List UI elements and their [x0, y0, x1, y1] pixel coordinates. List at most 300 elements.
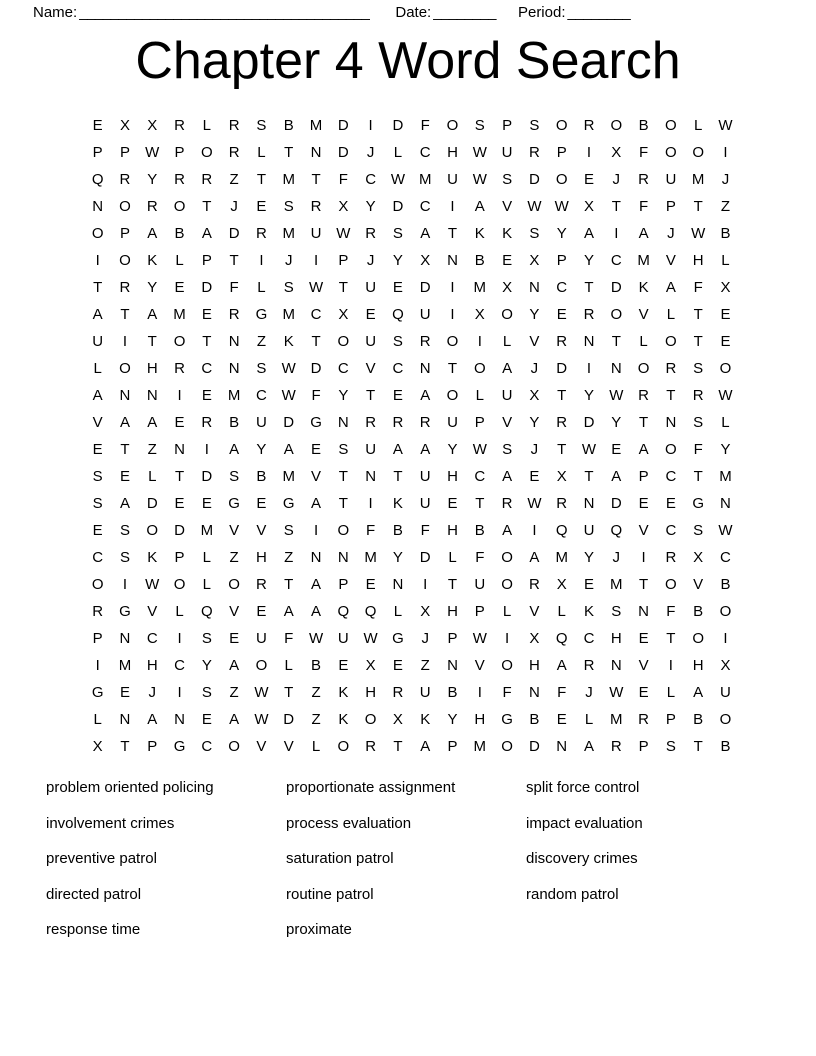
grid-cell[interactable]: T [475, 495, 485, 512]
grid-cell[interactable]: A [420, 441, 431, 458]
grid-cell[interactable]: V [283, 738, 294, 755]
grid-cell[interactable]: O [665, 144, 677, 161]
grid-cell[interactable]: L [666, 306, 676, 323]
grid-cell[interactable]: S [502, 171, 513, 188]
grid-cell[interactable]: D [283, 711, 295, 728]
grid-cell[interactable]: C [146, 630, 158, 647]
grid-cell[interactable]: L [202, 576, 211, 593]
grid-cell[interactable]: G [91, 684, 104, 701]
grid-cell[interactable]: R [583, 657, 595, 674]
grid-cell[interactable]: O [719, 360, 732, 377]
grid-cell[interactable]: W [609, 387, 624, 404]
grid-cell[interactable]: Y [583, 252, 594, 269]
grid-cell[interactable]: Y [529, 306, 540, 323]
grid-cell[interactable]: V [502, 414, 513, 431]
grid-cell[interactable]: E [392, 387, 403, 404]
grid-cell[interactable]: I [368, 495, 373, 512]
grid-cell[interactable]: W [254, 684, 269, 701]
grid-cell[interactable]: T [120, 441, 130, 458]
grid-cell[interactable]: T [256, 171, 267, 188]
grid-cell[interactable]: W [308, 279, 324, 296]
grid-cell[interactable]: N [610, 657, 622, 674]
grid-cell[interactable]: R [201, 171, 213, 188]
grid-cell[interactable]: W [718, 387, 733, 404]
grid-cell[interactable]: U [583, 522, 595, 539]
grid-cell[interactable]: N [556, 738, 568, 755]
grid-cell[interactable]: C [556, 279, 568, 296]
grid-cell[interactable]: N [119, 630, 131, 647]
grid-cell[interactable]: T [611, 333, 621, 350]
grid-cell[interactable]: H [474, 711, 486, 728]
grid-cell[interactable]: C [474, 468, 486, 485]
grid-cell[interactable]: Y [147, 279, 158, 296]
grid-cell[interactable]: E [256, 198, 267, 215]
grid-cell[interactable]: B [311, 657, 322, 674]
grid-cell[interactable]: A [229, 441, 240, 458]
grid-cell[interactable]: Y [447, 711, 458, 728]
grid-cell[interactable]: H [365, 684, 377, 701]
grid-cell[interactable]: R [665, 549, 677, 566]
grid-cell[interactable]: C [665, 468, 677, 485]
grid-cell[interactable]: V [529, 603, 540, 620]
grid-cell[interactable]: J [148, 684, 156, 701]
grid-cell[interactable]: F [366, 522, 376, 539]
grid-cell[interactable]: A [119, 495, 130, 512]
grid-cell[interactable]: Q [91, 171, 104, 188]
grid-cell[interactable]: A [502, 468, 513, 485]
grid-cell[interactable]: Z [256, 333, 267, 350]
grid-cell[interactable]: T [666, 387, 676, 404]
grid-cell[interactable]: N [228, 360, 240, 377]
grid-cell[interactable]: L [502, 333, 512, 350]
grid-cell[interactable]: P [201, 252, 212, 269]
grid-cell[interactable]: X [720, 657, 731, 674]
grid-cell[interactable]: U [365, 279, 377, 296]
grid-cell[interactable]: E [556, 306, 567, 323]
grid-cell[interactable]: S [338, 441, 349, 458]
grid-cell[interactable]: T [229, 252, 239, 269]
grid-cell[interactable]: B [720, 225, 731, 242]
grid-cell[interactable]: X [556, 576, 567, 593]
grid-cell[interactable]: N [310, 144, 322, 161]
grid-cell[interactable]: Y [338, 387, 349, 404]
grid-cell[interactable]: W [308, 630, 324, 647]
grid-cell[interactable]: H [447, 603, 458, 620]
grid-cell[interactable]: O [665, 333, 677, 350]
grid-cell[interactable]: E [556, 711, 567, 728]
grid-cell[interactable]: Q [364, 603, 377, 620]
grid-cell[interactable]: T [693, 468, 703, 485]
grid-cell[interactable]: T [393, 738, 403, 755]
grid-cell[interactable]: A [420, 387, 431, 404]
grid-cell[interactable]: C [174, 657, 185, 674]
word-list-item[interactable]: directed patrol [46, 885, 142, 903]
grid-cell[interactable]: M [418, 171, 432, 188]
grid-cell[interactable]: B [638, 117, 649, 134]
grid-cell[interactable]: T [584, 279, 594, 296]
grid-cell[interactable]: M [637, 252, 650, 269]
grid-cell[interactable]: W [390, 171, 405, 188]
grid-cell[interactable]: A [392, 441, 403, 458]
grid-cell[interactable]: I [313, 522, 319, 539]
grid-cell[interactable]: P [474, 414, 485, 431]
grid-cell[interactable]: V [502, 198, 513, 215]
word-list-item[interactable]: discovery crimes [526, 850, 638, 867]
grid-cell[interactable]: V [365, 360, 376, 377]
word-list-item[interactable]: saturation patrol [286, 850, 394, 867]
grid-cell[interactable]: N [583, 495, 595, 512]
grid-cell[interactable]: W [281, 360, 296, 377]
grid-cell[interactable]: D [419, 279, 431, 296]
grid-cell[interactable]: U [256, 414, 267, 431]
grid-cell[interactable]: C [583, 630, 595, 647]
grid-cell[interactable]: W [609, 684, 624, 701]
grid-cell[interactable]: D [610, 495, 622, 512]
grid-cell[interactable]: L [202, 549, 211, 566]
grid-cell[interactable]: U [365, 333, 377, 350]
grid-cell[interactable]: N [720, 495, 731, 512]
grid-cell[interactable]: E [447, 495, 458, 512]
grid-cell[interactable]: W [581, 441, 597, 458]
grid-cell[interactable]: R [528, 576, 540, 593]
grid-cell[interactable]: E [392, 657, 403, 674]
grid-cell[interactable]: I [641, 549, 646, 566]
grid-cell[interactable]: G [692, 495, 705, 512]
grid-cell[interactable]: D [310, 360, 322, 377]
grid-cell[interactable]: I [259, 252, 264, 269]
grid-cell[interactable]: J [667, 225, 675, 242]
grid-cell[interactable]: M [610, 576, 623, 593]
grid-cell[interactable]: T [666, 630, 676, 647]
grid-cell[interactable]: L [557, 603, 566, 620]
grid-cell[interactable]: A [92, 306, 103, 323]
grid-cell[interactable]: O [719, 603, 732, 620]
grid-cell[interactable]: I [450, 198, 455, 215]
grid-cell[interactable]: T [338, 468, 348, 485]
grid-cell[interactable]: G [392, 630, 404, 647]
grid-cell[interactable]: O [501, 738, 513, 755]
grid-cell[interactable]: O [501, 657, 513, 674]
grid-cell[interactable]: W [691, 225, 706, 242]
grid-cell[interactable]: E [638, 684, 649, 701]
grid-cell[interactable]: L [448, 549, 457, 566]
grid-cell[interactable]: X [583, 198, 594, 215]
grid-cell[interactable]: M [610, 711, 623, 728]
grid-cell[interactable]: D [528, 738, 540, 755]
grid-cell[interactable]: L [393, 144, 403, 161]
grid-cell[interactable]: U [419, 684, 431, 701]
grid-cell[interactable]: Z [147, 441, 157, 458]
grid-cell[interactable]: R [174, 171, 185, 188]
word-list-item[interactable]: proximate [286, 921, 352, 938]
grid-cell[interactable]: R [638, 171, 649, 188]
grid-cell[interactable]: U [310, 225, 322, 242]
grid-cell[interactable]: A [474, 198, 485, 215]
grid-cell[interactable]: D [610, 279, 622, 296]
grid-cell[interactable]: N [92, 198, 104, 215]
grid-cell[interactable]: M [309, 117, 323, 134]
grid-cell[interactable]: T [447, 360, 458, 377]
grid-cell[interactable]: O [337, 522, 350, 539]
grid-cell[interactable]: I [177, 684, 182, 701]
grid-cell[interactable]: R [419, 414, 431, 431]
grid-cell[interactable]: L [284, 657, 293, 674]
grid-cell[interactable]: U [337, 630, 349, 647]
grid-cell[interactable]: T [284, 576, 294, 593]
grid-cell[interactable]: P [502, 117, 513, 134]
grid-cell[interactable]: A [119, 414, 130, 431]
grid-cell[interactable]: P [665, 711, 676, 728]
grid-cell[interactable]: A [283, 603, 294, 620]
grid-cell[interactable]: C [310, 306, 322, 323]
grid-cell[interactable]: W [472, 144, 487, 161]
grid-cell[interactable]: W [527, 495, 542, 512]
grid-cell[interactable]: L [475, 387, 484, 404]
grid-cell[interactable]: S [119, 549, 130, 566]
grid-cell[interactable]: K [583, 603, 594, 620]
grid-cell[interactable]: X [720, 279, 731, 296]
grid-cell[interactable]: R [638, 387, 649, 404]
grid-cell[interactable]: R [228, 144, 240, 161]
grid-cell[interactable]: U [720, 684, 731, 701]
grid-cell[interactable]: E [174, 414, 185, 431]
grid-cell[interactable]: U [419, 495, 431, 512]
grid-cell[interactable]: D [201, 468, 213, 485]
grid-cell[interactable]: I [122, 576, 128, 593]
grid-cell[interactable]: V [147, 603, 158, 620]
grid-cell[interactable]: M [118, 657, 132, 674]
grid-cell[interactable]: F [420, 117, 430, 134]
grid-cell[interactable]: X [147, 117, 158, 134]
grid-cell[interactable]: T [311, 171, 321, 188]
grid-cell[interactable]: T [393, 468, 403, 485]
grid-cell[interactable]: T [693, 306, 703, 323]
grid-cell[interactable]: S [92, 468, 103, 485]
grid-cell[interactable]: R [310, 198, 322, 215]
grid-cell[interactable]: U [501, 387, 513, 404]
grid-cell[interactable]: P [638, 738, 649, 755]
grid-cell[interactable]: Q [337, 603, 350, 620]
grid-cell[interactable]: V [474, 657, 485, 674]
grid-cell[interactable]: I [423, 576, 428, 593]
grid-cell[interactable]: Z [311, 684, 321, 701]
grid-cell[interactable]: Y [583, 549, 594, 566]
grid-cell[interactable]: C [665, 522, 677, 539]
grid-cell[interactable]: Y [147, 171, 158, 188]
grid-cell[interactable]: P [119, 144, 130, 161]
grid-cell[interactable]: N [528, 684, 540, 701]
grid-cell[interactable]: S [119, 522, 130, 539]
grid-cell[interactable]: W [718, 117, 733, 134]
grid-cell[interactable]: O [665, 441, 677, 458]
grid-cell[interactable]: A [638, 225, 649, 242]
grid-cell[interactable]: E [92, 441, 103, 458]
grid-cell[interactable]: T [693, 198, 703, 215]
grid-cell[interactable]: N [447, 252, 458, 269]
grid-cell[interactable]: O [228, 738, 240, 755]
grid-cell[interactable]: H [447, 144, 458, 161]
grid-cell[interactable]: R [528, 144, 540, 161]
grid-cell[interactable]: Y [392, 252, 403, 269]
grid-cell[interactable]: F [639, 198, 649, 215]
grid-cell[interactable]: G [228, 495, 240, 512]
grid-cell[interactable]: L [311, 738, 321, 755]
grid-cell[interactable]: W [254, 711, 269, 728]
grid-cell[interactable]: W [472, 441, 487, 458]
grid-cell[interactable]: X [474, 306, 485, 323]
grid-cell[interactable]: A [147, 225, 158, 242]
grid-cell[interactable]: R [256, 225, 267, 242]
grid-cell[interactable]: E [119, 468, 130, 485]
grid-cell[interactable]: U [501, 144, 513, 161]
grid-cell[interactable]: B [174, 225, 185, 242]
grid-cell[interactable]: W [527, 198, 542, 215]
grid-cell[interactable]: I [477, 684, 482, 701]
word-list-item[interactable]: problem oriented policing [46, 779, 214, 796]
grid-cell[interactable]: W [145, 144, 160, 161]
grid-cell[interactable]: M [282, 306, 295, 323]
grid-cell[interactable]: O [501, 549, 513, 566]
grid-cell[interactable]: Y [392, 549, 403, 566]
grid-cell[interactable]: E [201, 306, 212, 323]
grid-cell[interactable]: A [420, 225, 431, 242]
grid-cell[interactable]: M [719, 468, 732, 485]
grid-cell[interactable]: L [148, 468, 157, 485]
grid-cell[interactable]: O [119, 252, 131, 269]
grid-cell[interactable]: D [392, 198, 404, 215]
grid-cell[interactable]: O [446, 117, 459, 134]
grid-cell[interactable]: Y [529, 414, 540, 431]
grid-cell[interactable]: M [473, 738, 487, 755]
grid-cell[interactable]: S [693, 522, 704, 539]
grid-cell[interactable]: U [447, 414, 458, 431]
grid-cell[interactable]: D [283, 414, 295, 431]
grid-cell[interactable]: O [119, 360, 131, 377]
grid-cell[interactable]: I [95, 657, 100, 674]
grid-cell[interactable]: J [230, 198, 238, 215]
grid-cell[interactable]: R [119, 279, 131, 296]
grid-cell[interactable]: K [147, 252, 158, 269]
grid-cell[interactable]: F [693, 441, 703, 458]
grid-cell[interactable]: W [145, 576, 160, 593]
grid-cell[interactable]: R [256, 576, 267, 593]
grid-cell[interactable]: O [364, 711, 377, 728]
grid-cell[interactable]: N [119, 711, 131, 728]
grid-cell[interactable]: R [556, 333, 568, 350]
grid-cell[interactable]: O [446, 387, 459, 404]
grid-cell[interactable]: F [311, 387, 321, 404]
grid-cell[interactable]: P [447, 630, 458, 647]
grid-cell[interactable]: A [311, 603, 322, 620]
grid-cell[interactable]: K [420, 711, 431, 728]
grid-cell[interactable]: W [472, 630, 487, 647]
grid-cell[interactable]: O [446, 333, 459, 350]
grid-cell[interactable]: O [119, 198, 131, 215]
grid-cell[interactable]: B [693, 603, 704, 620]
grid-cell[interactable]: P [556, 144, 567, 161]
grid-cell[interactable]: E [720, 306, 731, 323]
grid-cell[interactable]: I [586, 360, 592, 377]
grid-cell[interactable]: S [229, 468, 240, 485]
grid-cell[interactable]: A [502, 360, 513, 377]
grid-cell[interactable]: U [474, 576, 486, 593]
grid-cell[interactable]: I [668, 657, 673, 674]
grid-cell[interactable]: F [475, 549, 485, 566]
grid-cell[interactable]: V [311, 468, 322, 485]
grid-cell[interactable]: P [447, 738, 458, 755]
grid-cell[interactable]: B [720, 576, 731, 593]
grid-cell[interactable]: E [583, 576, 594, 593]
grid-cell[interactable]: X [392, 711, 403, 728]
grid-cell[interactable]: C [720, 549, 731, 566]
grid-cell[interactable]: T [557, 387, 567, 404]
grid-cell[interactable]: S [529, 117, 540, 134]
grid-cell[interactable]: W [336, 225, 351, 242]
grid-cell[interactable]: B [447, 684, 458, 701]
grid-cell[interactable]: Z [229, 684, 239, 701]
grid-cell[interactable]: N [638, 603, 649, 620]
grid-cell[interactable]: S [256, 117, 267, 134]
grid-cell[interactable]: F [284, 630, 294, 647]
grid-cell[interactable]: E [119, 684, 130, 701]
grid-cell[interactable]: A [229, 657, 240, 674]
grid-cell[interactable]: L [257, 279, 266, 296]
grid-cell[interactable]: O [201, 144, 213, 161]
grid-cell[interactable]: K [638, 279, 649, 296]
grid-cell[interactable]: U [92, 333, 104, 350]
word-list-item[interactable]: process evaluation [286, 814, 412, 832]
grid-cell[interactable]: P [92, 144, 103, 161]
grid-cell[interactable]: K [338, 711, 349, 728]
grid-cell[interactable]: Y [583, 387, 594, 404]
grid-cell[interactable]: T [284, 684, 294, 701]
grid-cell[interactable]: O [337, 738, 350, 755]
grid-cell[interactable]: S [392, 333, 403, 350]
word-list-item[interactable]: proportionate assignment [286, 779, 456, 796]
grid-cell[interactable]: I [505, 630, 510, 647]
grid-cell[interactable]: U [665, 171, 677, 188]
grid-cell[interactable]: P [638, 468, 649, 485]
grid-cell[interactable]: G [173, 738, 186, 755]
grid-cell[interactable]: R [365, 414, 377, 431]
grid-cell[interactable]: H [692, 657, 704, 674]
grid-cell[interactable]: C [419, 198, 431, 215]
grid-cell[interactable]: Y [556, 225, 567, 242]
grid-cell[interactable]: S [693, 414, 704, 431]
grid-cell[interactable]: O [555, 117, 568, 134]
grid-cell[interactable]: H [447, 522, 458, 539]
grid-cell[interactable]: H [146, 360, 158, 377]
grid-cell[interactable]: K [392, 495, 403, 512]
grid-cell[interactable]: R [501, 495, 513, 512]
grid-cell[interactable]: J [530, 360, 539, 377]
grid-cell[interactable]: X [420, 603, 431, 620]
grid-cell[interactable]: A [420, 738, 431, 755]
grid-cell[interactable]: E [92, 522, 103, 539]
grid-cell[interactable]: D [174, 522, 185, 539]
grid-cell[interactable]: Q [555, 630, 568, 647]
grid-cell[interactable]: I [723, 144, 728, 161]
grid-cell[interactable]: I [177, 630, 182, 647]
grid-cell[interactable]: L [393, 603, 403, 620]
grid-cell[interactable]: R [119, 171, 131, 188]
grid-cell[interactable]: H [692, 252, 704, 269]
grid-cell[interactable]: E [174, 279, 185, 296]
grid-cell[interactable]: R [228, 306, 240, 323]
grid-cell[interactable]: X [338, 198, 349, 215]
grid-cell[interactable]: Q [555, 522, 568, 539]
grid-cell[interactable]: X [529, 387, 540, 404]
